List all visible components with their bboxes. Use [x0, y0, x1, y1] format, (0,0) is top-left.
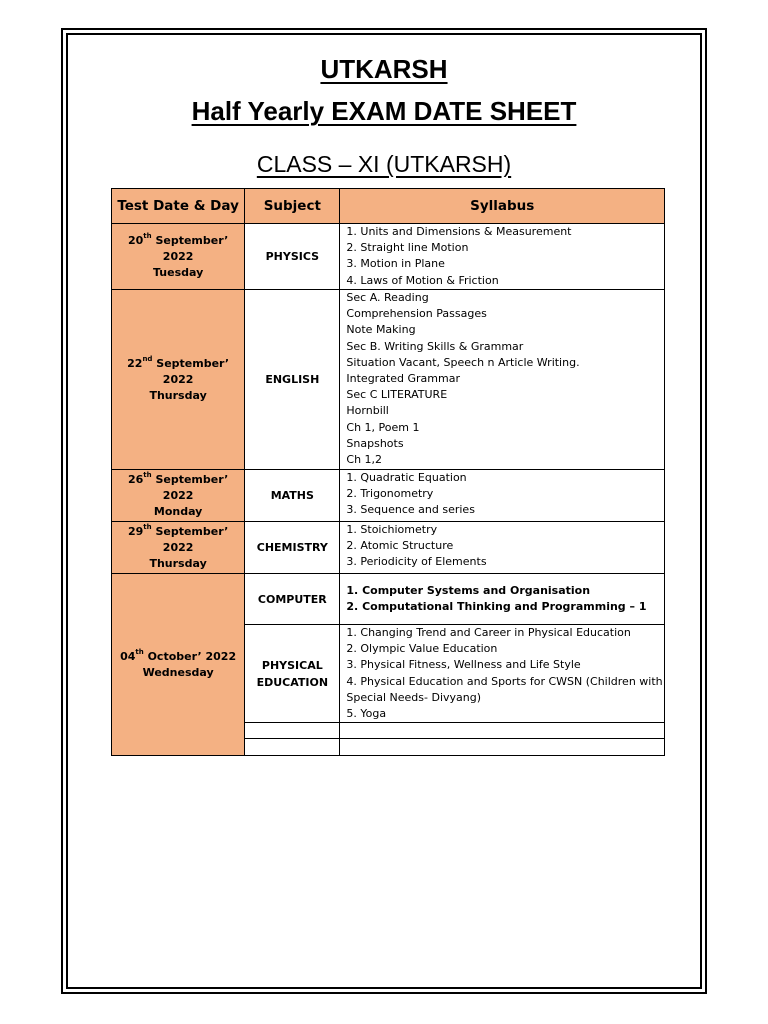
- syllabus-line: Situation Vacant, Speech n Article Writing.: [346, 355, 580, 369]
- exam-date-cell: [112, 224, 245, 290]
- empty-cell: [340, 723, 665, 739]
- school-name: UTKARSH: [320, 54, 448, 84]
- syllabus-line: 1. Computer Systems and Organisation: [346, 583, 591, 597]
- syllabus-cell: [340, 290, 665, 470]
- syllabus-line: Integrated Grammar: [346, 372, 460, 386]
- table-header-row: [112, 189, 665, 224]
- syllabus-line: Note Making: [346, 323, 416, 337]
- column-header-syllabus: Syllabus: [340, 189, 665, 224]
- date-sheet-table: [111, 188, 665, 756]
- syllabus-line: 1. Units and Dimensions & Measurement: [346, 225, 572, 238]
- subject-cell: PHYSICS: [245, 224, 340, 290]
- syllabus-line: Sec B. Writing Skills & Grammar: [346, 339, 524, 353]
- table-row: [112, 574, 665, 625]
- exam-date: 20th September’ 2022: [127, 231, 229, 263]
- exam-weekday: Monday: [153, 504, 203, 518]
- syllabus-line: 3. Sequence and series: [346, 503, 475, 517]
- syllabus-line: 1. Changing Trend and Career in Physical Education: [346, 626, 631, 639]
- empty-cell: [245, 723, 340, 739]
- syllabus-line: 2. Computational Thinking and Programming – 1: [346, 600, 647, 613]
- syllabus-line: Ch 1,2: [346, 453, 383, 467]
- syllabus-line: Snapshots: [346, 436, 404, 450]
- subject-line: PHYSICAL: [261, 658, 323, 672]
- syllabus-line: Comprehension Passages: [346, 307, 487, 321]
- syllabus-cell: [340, 522, 665, 574]
- table-row: [112, 470, 665, 522]
- syllabus-cell: [340, 625, 665, 723]
- exam-date-cell: [112, 522, 245, 574]
- syllabus-line: Ch 1, Poem 1: [346, 420, 420, 434]
- syllabus-line: Sec C LITERATURE: [346, 388, 448, 402]
- syllabus-line: 2. Trigonometry: [346, 487, 434, 501]
- syllabus-line: 1. Quadratic Equation: [346, 471, 467, 484]
- exam-date-cell: [112, 470, 245, 522]
- column-header-date: Test Date & Day: [112, 189, 245, 224]
- exam-date-cell: [112, 290, 245, 470]
- exam-date: 22nd September’ 2022: [127, 354, 230, 386]
- exam-date-cell: [112, 574, 245, 756]
- syllabus-line: 3. Periodicity of Elements: [346, 555, 487, 569]
- exam-weekday: Thursday: [149, 556, 207, 570]
- syllabus-line: 5. Yoga: [346, 707, 387, 721]
- exam-date: 29th September’ 2022: [127, 522, 229, 554]
- syllabus-cell: [340, 224, 665, 290]
- table-row: [112, 290, 665, 470]
- syllabus-line: 1. Stoichiometry: [346, 523, 438, 536]
- exam-weekday: Thursday: [149, 388, 207, 402]
- empty-cell: [340, 739, 665, 756]
- subject-cell: CHEMISTRY: [245, 522, 340, 574]
- subject-cell: ENGLISH: [245, 290, 340, 470]
- subject-line: EDUCATION: [256, 675, 329, 689]
- syllabus-cell: [340, 470, 665, 522]
- subject-cell: [245, 625, 340, 723]
- exam-weekday: Wednesday: [142, 665, 214, 679]
- document-title: Half Yearly EXAM DATE SHEET: [191, 96, 577, 126]
- syllabus-line: 2. Straight line Motion: [346, 241, 469, 255]
- table-row: [112, 522, 665, 574]
- syllabus-line: Special Needs- Divyang): [346, 690, 482, 704]
- syllabus-line: Sec A. Reading: [346, 291, 429, 304]
- exam-weekday: Tuesday: [152, 265, 204, 279]
- syllabus-line: Hornbill: [346, 404, 389, 418]
- syllabus-line: 4. Physical Education and Sports for CWSN (Children with: [346, 674, 663, 688]
- exam-date: 04th October’ 2022: [120, 647, 237, 663]
- exam-date: 26th September’ 2022: [127, 470, 229, 502]
- class-heading: CLASS – XI (UTKARSH): [256, 151, 512, 177]
- column-header-subject: Subject: [245, 189, 340, 224]
- syllabus-line: 2. Atomic Structure: [346, 539, 454, 553]
- syllabus-line: 3. Motion in Plane: [346, 257, 445, 271]
- subject-cell: COMPUTER: [245, 574, 340, 625]
- syllabus-line: 4. Laws of Motion & Friction: [346, 273, 499, 287]
- syllabus-line: 2. Olympic Value Education: [346, 642, 498, 656]
- syllabus-cell: [340, 574, 665, 625]
- subject-cell: MATHS: [245, 470, 340, 522]
- table-row: [112, 224, 665, 290]
- empty-cell: [245, 739, 340, 756]
- syllabus-line: 3. Physical Fitness, Wellness and Life Style: [346, 658, 581, 672]
